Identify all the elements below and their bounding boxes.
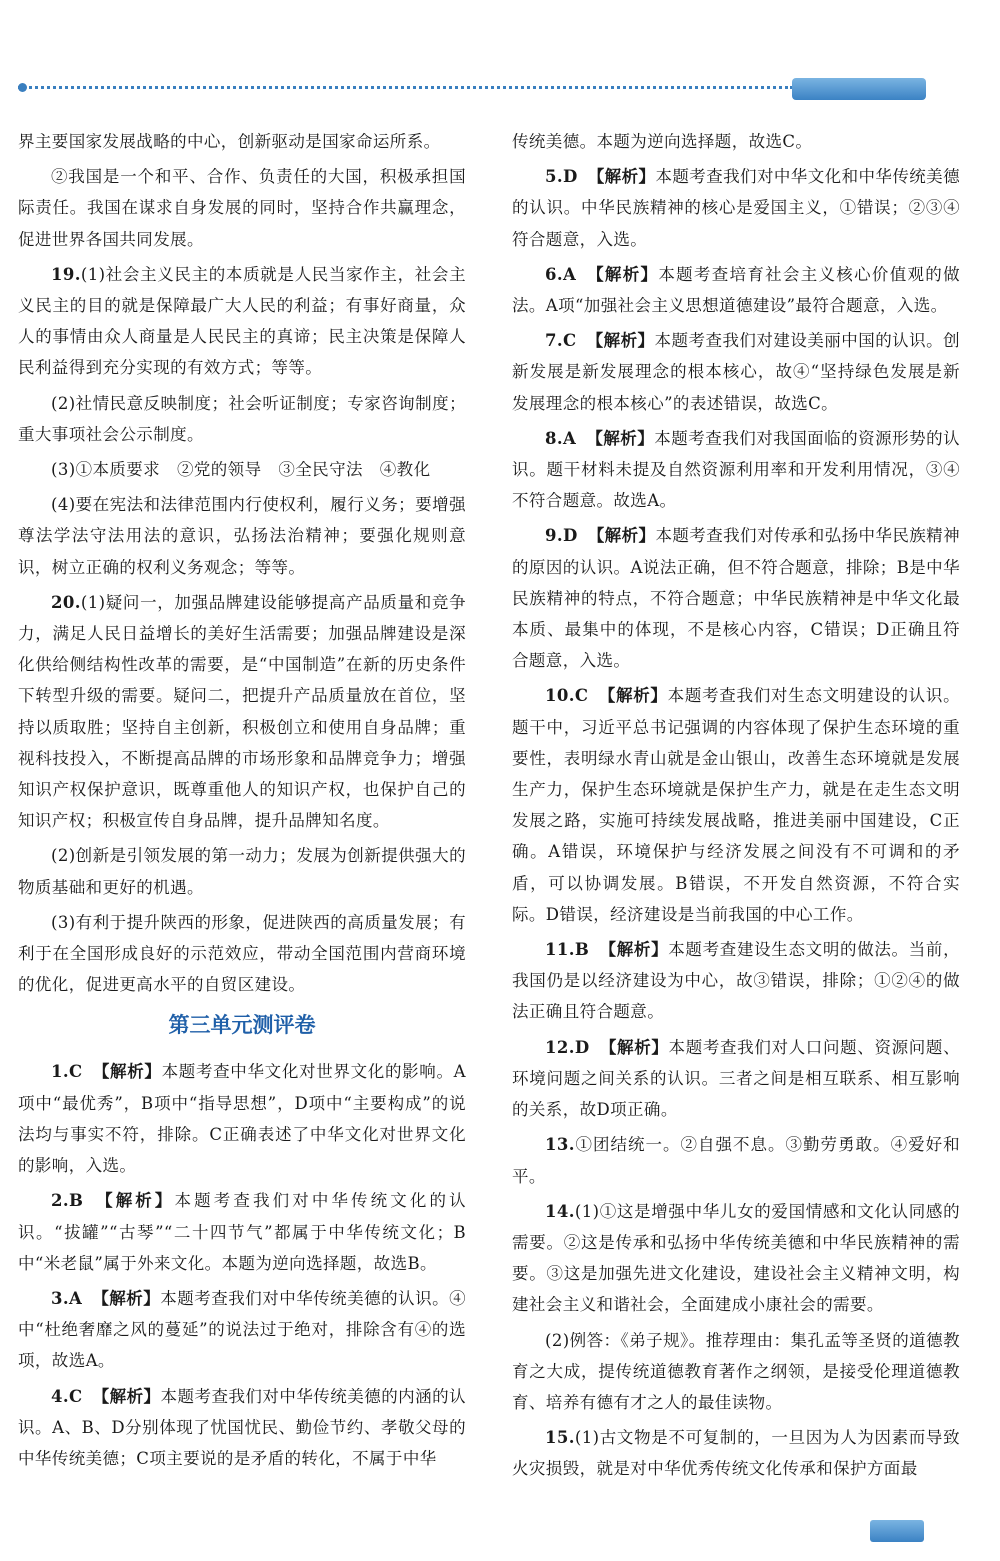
- paragraph: 界主要国家发展战略的中心，创新驱动是国家命运所系。: [18, 132, 441, 151]
- answer-text: 本题考查我们对我国面临的资源形势的认识。题干材料未提及自然资源利用率和开发利用情况，③④不符合题意。故选A。: [512, 428, 960, 511]
- answer-number: 12.D: [545, 1037, 590, 1057]
- answer-text: (1)社会主义民主的本质就是人民当家作主，社会主义民主的目的就是保障最广大人民的利益；有事好商量，众人的事情由众人商量是人民民主的真谛；民主决策是保障人民利益得到充分实现的有效方式；等等。: [18, 264, 466, 378]
- answer-19-2: (2)社情民意反映制度；社会听证制度；专家咨询制度；重大事项社会公示制度。: [18, 393, 466, 444]
- question-number: 20.: [51, 592, 81, 612]
- dot-marker: [18, 83, 27, 92]
- answer-12: [512, 1032, 960, 1126]
- answer-number: 4.C: [51, 1386, 83, 1406]
- answer-text: 本题考查我们对人口问题、资源问题、环境问题之间关系的认识。三者之间是相互联系、相互影响的关系，故D项正确。: [512, 1037, 960, 1120]
- dotted-line: [18, 86, 793, 89]
- analysis-tag: 【解析】: [92, 1386, 161, 1406]
- analysis-tag: 【解析】: [586, 331, 655, 351]
- answer-13: [512, 1129, 960, 1191]
- answer-9: [512, 520, 960, 676]
- answer-number: 13.: [545, 1135, 575, 1155]
- answer-number: 6.A: [545, 264, 577, 284]
- answer-5: [512, 161, 960, 255]
- analysis-tag: 【解析】: [587, 167, 656, 187]
- analysis-tag: 【解析】: [93, 1191, 175, 1211]
- answer-8: [512, 423, 960, 517]
- answer-11: [512, 934, 960, 1028]
- left-column: [18, 126, 466, 1478]
- section-title: 第三单元测评卷: [168, 1013, 316, 1038]
- analysis-tag: 【解析】: [599, 940, 669, 960]
- answer-19-4: (4)要在宪法和法律范围内行使权利，履行义务；要增强尊法学法守法用法的意识，弘扬法治精神；要强化规则意识，树立正确的权利义务观念；等等。: [18, 495, 466, 577]
- answer-text: 本题考查我们对中华文化和中华传统美德的认识。中华民族精神的核心是爱国主义，①错误；②③④符合题意，入选。: [512, 167, 960, 249]
- answer-text: ①团结统一。②自强不息。③勤劳勇敢。④爱好和平。: [512, 1135, 960, 1186]
- answer-number: 11.B: [545, 940, 590, 960]
- answer-2: [18, 1185, 466, 1279]
- answer-19-3: (3)①本质要求 ②党的领导 ③全民守法 ④教化: [51, 460, 431, 480]
- answer-19-1: [18, 259, 466, 384]
- answer-number: 1.C: [51, 1062, 83, 1082]
- paragraph: 传统美德。本题为逆向选择题，故选C。: [512, 132, 813, 151]
- header-tab: [792, 78, 926, 100]
- answer-text: 本题考查中华文化对世界文化的影响。A项中“最优秀”，B项中“指导思想”，D项中“主要构成”的说法均与事实不符，排除。C正确表述了中华文化对世界文化的影响，入选。: [18, 1062, 466, 1176]
- answer-1: [18, 1056, 466, 1181]
- answer-14-2: (2)例答：《弟子规》。推荐理由：集孔孟等圣贤的道德教育之大成，提传统道德教育著作之纲领，是接受伦理道德教育、培养有德有才之人的最佳读物。: [512, 1330, 960, 1412]
- answer-number: 9.D: [545, 526, 578, 546]
- answer-15-1: [512, 1422, 960, 1484]
- answer-text: 本题考查我们对传承和弘扬中华民族精神的原因的认识。A说法正确，但不符合题意，排除；B是中华民族精神的特点，不符合题意；中华民族精神是中华文化最本质、最集中的体现，不是核心内容，C错误；D正确且符合题意，入选。: [512, 526, 960, 671]
- analysis-tag: 【解析】: [586, 428, 655, 448]
- answer-text: 本题考查我们对中华传统美德的认识。④中“杜绝奢靡之风的蔓延”的说法过于绝对，排除含有④的选项，故选A。: [18, 1288, 466, 1371]
- analysis-tag: 【解析】: [92, 1062, 162, 1082]
- analysis-tag: 【解析】: [586, 264, 659, 284]
- analysis-tag: 【解析】: [598, 686, 668, 706]
- answer-20-2: (2)创新是引领发展的第一动力；发展为创新提供强大的物质基础和更好的机遇。: [18, 846, 466, 897]
- answer-text: 本题考查建设生态文明的做法。当前，我国仍是以经济建设为中心，故③错误，排除；①②④的做法正确且符合题意。: [512, 940, 960, 1022]
- header-decoration: [18, 78, 926, 100]
- answer-text: 本题考查培育社会主义核心价值观的做法。A项“加强社会主义思想道德建设”最符合题意，入选。: [512, 264, 960, 316]
- answer-text: (1)古文物是不可复制的，一旦因为人为因素而导致火灾损毁，就是对中华优秀传统文化传承和保护方面最: [512, 1428, 960, 1479]
- paragraph: ②我国是一个和平、合作、负责任的大国，积极承担国际责任。我国在谋求自身发展的同时，坚持合作共赢理念，促进世界各国共同发展。: [18, 167, 466, 249]
- question-number: 19.: [51, 264, 81, 284]
- answer-text: 本题考查我们对中华传统美德的内涵的认识。A、B、D分别体现了忧国忧民、勤俭节约、孝敬父母的中华传统美德；C项主要说的是矛盾的转化，不属于中华: [18, 1386, 467, 1468]
- answer-20-3: (3)有利于提升陕西的形象，促进陕西的高质量发展；有利于在全国形成良好的示范效应，带动全国范围内营商环境的优化，促进更高水平的自贸区建设。: [18, 912, 466, 995]
- right-column: [512, 126, 960, 1489]
- page-number-tab: [870, 1520, 924, 1542]
- answer-text: 本题考查我们对建设美丽中国的认识。创新发展是新发展理念的根本核心，故④“坚持绿色发展是新发展理念的根本核心”的表述错误，故选C。: [512, 331, 961, 413]
- answer-text: 本题考查我们对中华传统文化的认识。“拔罐”“古琴”“二十四节气”都属于中华传统文化；B中“米老鼠”属于外来文化。本题为逆向选择题，故选B。: [18, 1191, 467, 1273]
- answer-6: [512, 259, 960, 321]
- answer-3: [18, 1283, 466, 1377]
- answer-number: 3.A: [51, 1288, 83, 1308]
- analysis-tag: 【解析】: [587, 526, 656, 546]
- answer-text: (1)疑问一，加强品牌建设能够提高产品质量和竞争力，满足人民日益增长的美好生活需要；加强品牌建设是深化供给侧结构性改革的需要，是“中国制造”在新的历史条件下转型升级的需要。疑问二，把提升产品质量放在首位，坚持以质取胜；坚持自主创新，积极创立和使用自身品牌；重视科技投入，不断提高品牌的市场形象和品牌竞争力；增强知识产权保护意识，既尊重他人的知识产权，也保护自己的知识产权；积极宣传自身品牌，提升品牌知名度。: [18, 592, 466, 831]
- answer-text: 本题考查我们对生态文明建设的认识。题干中，习近平总书记强调的内容体现了保护生态环境的重要性，表明绿水青山就是金山银山，改善生态环境就是发展生产力，保护生态环境就是保护生产力，就是在走生态文明发展之路，实施可持续发展战略，推进美丽中国建设，C正确。A错误，环境保护与经济发展之间没有不可调和的矛盾，可以协调发展。B错误，不开发自然资源，不符合实际。D错误，经济建设是当前我国的中心工作。: [512, 686, 960, 924]
- answer-number: 14.: [545, 1201, 575, 1221]
- answer-14-1: [512, 1196, 960, 1321]
- answer-number: 7.C: [545, 331, 577, 351]
- analysis-tag: 【解析】: [599, 1037, 669, 1057]
- analysis-tag: 【解析】: [92, 1288, 161, 1308]
- answer-4: [18, 1381, 466, 1475]
- answer-number: 8.A: [545, 428, 577, 448]
- answer-20-1: [18, 587, 466, 837]
- answer-number: 15.: [545, 1428, 575, 1448]
- answer-7: [512, 325, 960, 419]
- answer-text: (1)①这是增强中华儿女的爱国情感和文化认同感的需要。②这是传承和弘扬中华传统美德和中华民族精神的需要。③这是加强先进文化建设，建设社会主义精神文明，构建社会主义和谐社会，全面建成小康社会的需要。: [512, 1201, 960, 1315]
- answer-10: [512, 680, 960, 930]
- answer-number: 10.C: [545, 686, 589, 706]
- answer-number: 2.B: [51, 1191, 84, 1211]
- answer-number: 5.D: [545, 167, 578, 187]
